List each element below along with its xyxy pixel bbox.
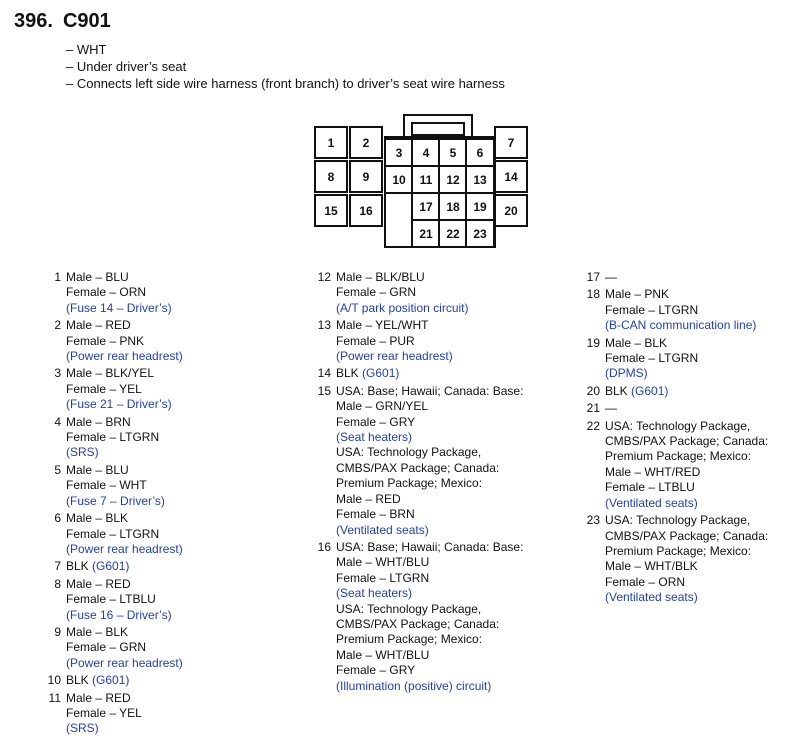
pin-line xyxy=(66,382,172,397)
pin-cell: 1 xyxy=(314,126,348,159)
ground-ref: (G601) xyxy=(631,383,669,398)
connector-details xyxy=(66,41,505,92)
pin-description xyxy=(66,577,172,623)
circuit-note: (Power rear headrest) xyxy=(336,349,453,364)
wire-color: Female – LTGRN xyxy=(336,570,430,585)
pin-list-column-3 xyxy=(581,270,768,608)
pin-line xyxy=(605,401,617,416)
pin-entry xyxy=(42,511,183,557)
wire-color: Male – BRN xyxy=(66,414,131,429)
pin-description xyxy=(66,415,159,461)
pin-entry xyxy=(42,691,183,737)
pin-number: 19 xyxy=(586,335,600,350)
pin-line xyxy=(336,648,523,663)
wire-color: USA: Technology Package, xyxy=(336,445,482,460)
pin-line xyxy=(336,555,523,570)
pin-line xyxy=(336,663,523,678)
pin-line xyxy=(336,415,523,430)
pin-line xyxy=(336,366,399,381)
pin-line xyxy=(66,625,183,640)
pin-line xyxy=(605,303,756,318)
pin-line xyxy=(336,430,523,445)
pin-line xyxy=(66,349,183,364)
pin-number: 21 xyxy=(586,401,600,416)
pin-line xyxy=(66,463,165,478)
pin-line xyxy=(336,461,523,476)
pin-cell: 19 xyxy=(465,192,495,221)
pin-description xyxy=(605,419,768,511)
pin-entry xyxy=(312,366,523,381)
circuit-note: (Seat heaters) xyxy=(336,586,413,601)
pin-entry xyxy=(42,577,183,623)
pin-cell: 17 xyxy=(411,192,441,221)
wire-color: Male – WHT/BLU xyxy=(336,555,430,570)
wire-color: Female – LTBLU xyxy=(66,592,156,607)
pin-line xyxy=(336,571,523,586)
ground-ref: (G601) xyxy=(92,673,130,688)
pin-cell: 13 xyxy=(465,165,495,194)
pin-cell: 4 xyxy=(411,138,441,167)
pin-line xyxy=(336,270,469,285)
wire-color: Female – GRN xyxy=(66,640,147,655)
pin-line xyxy=(66,445,159,460)
wire-color: Female – PUR xyxy=(336,333,415,348)
pin-number: 9 xyxy=(54,624,61,639)
pin-cell: 22 xyxy=(438,219,468,248)
pin-cell: 21 xyxy=(411,219,441,248)
pin-line xyxy=(336,507,523,522)
circuit-note: (Power rear headrest) xyxy=(66,349,183,364)
pin-number: 17 xyxy=(586,270,600,284)
pin-line xyxy=(336,602,523,617)
circuit-note: (Fuse 16 – Driver’s) xyxy=(66,607,172,622)
pin-line xyxy=(66,430,159,445)
wire-color: Male – RED xyxy=(336,491,401,506)
pin-line xyxy=(336,334,453,349)
pin-entry xyxy=(42,625,183,671)
wire-color: Male – RED xyxy=(66,690,131,705)
pin-description xyxy=(605,513,768,605)
pin-line xyxy=(66,511,183,526)
pin-line xyxy=(336,399,523,414)
pin-line xyxy=(605,496,768,511)
pin-line xyxy=(605,434,768,449)
connector-title xyxy=(14,10,111,33)
pin-entry xyxy=(581,513,768,605)
pin-line xyxy=(336,540,523,555)
circuit-note: (Fuse 7 – Driver’s) xyxy=(66,493,165,508)
pin-number: 2 xyxy=(54,318,61,333)
pin-description xyxy=(336,366,399,381)
circuit-note: (Ventilated seats) xyxy=(605,590,698,605)
pin-line xyxy=(66,318,183,333)
pin-line xyxy=(66,608,172,623)
wire-color: BLK xyxy=(66,559,89,574)
pin-entry xyxy=(42,270,183,316)
pin-description xyxy=(66,318,183,364)
pin-line xyxy=(66,691,142,706)
pin-description xyxy=(66,691,142,737)
wire-color: Female – LTGRN xyxy=(605,351,699,366)
pin-line xyxy=(66,656,183,671)
wire-color: Female – BRN xyxy=(336,507,415,522)
pin-line xyxy=(66,270,172,285)
pin-line xyxy=(66,527,183,542)
pin-line xyxy=(605,590,768,605)
wire-color: USA: Technology Package, xyxy=(605,513,751,528)
pin-entry xyxy=(581,384,768,399)
pin-line xyxy=(336,476,523,491)
circuit-note: (DPMS) xyxy=(605,366,648,381)
pin-number: 14 xyxy=(317,366,331,381)
pin-description xyxy=(336,540,523,694)
pin-number: 1 xyxy=(54,270,61,284)
wire-color: CMBS/PAX Package; Canada: xyxy=(605,528,769,543)
pin-description xyxy=(605,384,668,399)
pin-list-column-1 xyxy=(42,270,183,739)
pin-number: 11 xyxy=(48,690,61,705)
pin-line xyxy=(605,287,756,302)
pin-entry xyxy=(42,673,183,688)
wire-color: — xyxy=(605,270,617,284)
pin-line xyxy=(605,419,768,434)
wire-color: Male – BLU xyxy=(66,270,129,284)
pin-cell: 10 xyxy=(384,165,414,194)
pin-description xyxy=(336,318,453,364)
pin-line xyxy=(605,384,668,399)
pin-line xyxy=(66,415,159,430)
connector-face-diagram xyxy=(314,114,528,248)
pin-line xyxy=(66,592,172,607)
pin-line xyxy=(336,301,469,316)
pin-entry xyxy=(312,318,523,364)
pin-line xyxy=(66,721,142,736)
pin-line xyxy=(336,632,523,647)
wire-color: Male – RED xyxy=(66,576,131,591)
pin-line xyxy=(336,679,523,694)
pin-line xyxy=(66,542,183,557)
pin-number: 23 xyxy=(586,513,600,528)
circuit-note: (Seat heaters) xyxy=(336,430,413,445)
pin-entry xyxy=(312,270,523,316)
circuit-note: (Ventilated seats) xyxy=(605,495,698,510)
pin-line xyxy=(66,301,172,316)
wire-color: Female – YEL xyxy=(66,381,142,396)
pin-number: 5 xyxy=(54,462,61,477)
wire-color: Male – BLK/YEL xyxy=(66,366,155,381)
pin-line xyxy=(66,706,142,721)
pin-cell: 16 xyxy=(349,194,383,227)
connector-latch-inner xyxy=(411,122,465,136)
pin-cell: 7 xyxy=(494,126,528,159)
wire-color: Male – WHT/BLU xyxy=(336,647,430,662)
wire-color: CMBS/PAX Package; Canada: xyxy=(605,434,769,449)
pin-number: 13 xyxy=(317,318,331,333)
pin-entry xyxy=(42,415,183,461)
wire-color: Female – ORN xyxy=(66,285,147,300)
wire-color: Male – BLK xyxy=(66,511,129,526)
pin-number: 16 xyxy=(317,539,331,554)
pin-line xyxy=(605,366,698,381)
pin-line xyxy=(66,577,172,592)
pin-number: 7 xyxy=(54,559,61,574)
wire-color: Female – GRY xyxy=(336,663,416,678)
pin-line xyxy=(66,285,172,300)
wire-color: Female – YEL xyxy=(66,705,142,720)
pin-line xyxy=(66,366,172,381)
pin-entry xyxy=(581,401,768,416)
pin-number: 12 xyxy=(317,270,331,284)
pin-number: 10 xyxy=(47,673,61,688)
pin-line xyxy=(66,673,129,688)
pin-line xyxy=(605,544,768,559)
pin-entry xyxy=(42,559,183,574)
pin-list-column-2 xyxy=(312,270,523,696)
pin-line xyxy=(336,523,523,538)
pin-number: 20 xyxy=(586,383,600,398)
pin-line xyxy=(605,559,768,574)
wire-color: Male – WHT/BLK xyxy=(605,559,698,574)
pin-entry xyxy=(42,366,183,412)
pin-entry xyxy=(42,318,183,364)
wire-color: Male – PNK xyxy=(605,287,670,302)
circuit-note: (Ventilated seats) xyxy=(336,522,429,537)
wire-color: Male – BLK/BLU xyxy=(336,270,425,284)
pin-cell: 8 xyxy=(314,160,348,193)
pin-description xyxy=(605,287,756,333)
pin-line xyxy=(605,336,698,351)
wire-color: USA: Technology Package, xyxy=(605,418,751,433)
pin-cell: 15 xyxy=(314,194,348,227)
circuit-note: (Illumination (positive) circuit) xyxy=(336,678,492,693)
pin-entry xyxy=(312,540,523,694)
wire-color: Premium Package; Mexico: xyxy=(336,632,483,647)
pin-entry xyxy=(312,384,523,538)
pin-line xyxy=(605,449,768,464)
circuit-note: (SRS) xyxy=(66,445,99,460)
pin-description xyxy=(336,270,469,316)
pin-line xyxy=(605,575,768,590)
pin-line xyxy=(336,492,523,507)
pin-entry xyxy=(581,287,768,333)
pin-line xyxy=(605,529,768,544)
wire-color: Female – GRY xyxy=(336,414,416,429)
pin-entry xyxy=(581,270,768,285)
pin-line xyxy=(66,640,183,655)
wire-color: Male – WHT/RED xyxy=(605,464,701,479)
pin-cell: 9 xyxy=(349,160,383,193)
pin-number: 6 xyxy=(54,511,61,526)
pin-cell: 14 xyxy=(494,160,528,193)
wire-color: CMBS/PAX Package; Canada: xyxy=(336,616,500,631)
pin-line xyxy=(336,586,523,601)
pin-line xyxy=(66,334,183,349)
circuit-note: (B-CAN communication line) xyxy=(605,318,757,333)
wire-color: Female – LTGRN xyxy=(66,430,160,445)
wire-color: Female – ORN xyxy=(605,574,686,589)
pin-description xyxy=(336,384,523,538)
wire-color: Premium Package; Mexico: xyxy=(605,449,752,464)
pin-cell: 12 xyxy=(438,165,468,194)
wire-color: Female – PNK xyxy=(66,333,145,348)
wire-color: Male – BLK xyxy=(66,624,129,639)
pin-cell: 3 xyxy=(384,138,414,167)
pin-line xyxy=(336,349,453,364)
circuit-note: (Power rear headrest) xyxy=(66,655,183,670)
ground-ref: (G601) xyxy=(362,366,400,381)
pin-entry xyxy=(42,463,183,509)
pin-line xyxy=(336,445,523,460)
circuit-note: (Power rear headrest) xyxy=(66,541,183,556)
detail-line: – Connects left side wire harness (front branch) to driver’s seat wire harness xyxy=(66,76,505,91)
pin-number: 15 xyxy=(317,383,331,398)
wire-color: Female – WHT xyxy=(66,478,147,493)
ground-ref: (G601) xyxy=(92,559,130,574)
wire-color: Female – LTBLU xyxy=(605,480,695,495)
pin-number: 3 xyxy=(54,366,61,381)
pin-line xyxy=(605,480,768,495)
pin-cell: 5 xyxy=(438,138,468,167)
pin-description xyxy=(605,401,617,416)
section-number: 396. xyxy=(14,10,53,32)
pin-line xyxy=(605,318,756,333)
pin-cell: 20 xyxy=(494,194,528,227)
pin-cell: 2 xyxy=(349,126,383,159)
pin-cell: 11 xyxy=(411,165,441,194)
wire-color: Male – BLU xyxy=(66,462,129,477)
pin-description xyxy=(605,270,617,285)
pin-description xyxy=(66,463,165,509)
wire-color: CMBS/PAX Package; Canada: xyxy=(336,460,500,475)
pin-entry xyxy=(581,419,768,511)
pin-description xyxy=(66,270,172,316)
wire-color: USA: Base; Hawaii; Canada: Base: xyxy=(336,383,524,398)
pin-cell: 18 xyxy=(438,192,468,221)
wire-color: Male – YEL/WHT xyxy=(336,318,429,333)
wire-color: Male – BLK xyxy=(605,335,668,350)
wire-color: Premium Package; Mexico: xyxy=(605,543,752,558)
pin-line xyxy=(605,270,617,285)
wire-color: BLK xyxy=(336,366,359,381)
pin-description xyxy=(66,559,129,574)
pin-line xyxy=(605,465,768,480)
pin-line xyxy=(336,617,523,632)
wire-color: — xyxy=(605,401,617,416)
pin-line xyxy=(336,384,523,399)
wire-color: BLK xyxy=(66,673,89,688)
pin-line xyxy=(66,478,165,493)
pin-line xyxy=(66,559,129,574)
wire-color: Female – GRN xyxy=(336,285,417,300)
wire-color: Female – LTGRN xyxy=(605,302,699,317)
wire-color: Male – RED xyxy=(66,318,131,333)
pin-number: 8 xyxy=(54,576,61,591)
wire-color: BLK xyxy=(605,383,628,398)
pin-line xyxy=(66,397,172,412)
connector-id: C901 xyxy=(62,10,111,32)
pin-number: 22 xyxy=(586,418,600,433)
wire-color: Premium Package; Mexico: xyxy=(336,476,483,491)
pin-line xyxy=(605,351,698,366)
pin-line xyxy=(336,285,469,300)
wire-color: USA: Base; Hawaii; Canada: Base: xyxy=(336,539,524,554)
pin-description xyxy=(66,673,129,688)
pin-description xyxy=(605,336,698,382)
circuit-note: (Fuse 21 – Driver’s) xyxy=(66,397,172,412)
detail-line: – WHT xyxy=(66,42,107,57)
pin-cell: 6 xyxy=(465,138,495,167)
wire-color: Female – LTGRN xyxy=(66,526,160,541)
circuit-note: (SRS) xyxy=(66,721,99,736)
wire-color: USA: Technology Package, xyxy=(336,601,482,616)
detail-line: – Under driver’s seat xyxy=(66,59,187,74)
circuit-note: (Fuse 14 – Driver’s) xyxy=(66,300,172,315)
pin-entry xyxy=(581,336,768,382)
pin-cell: 23 xyxy=(465,219,495,248)
wire-color: Male – GRN/YEL xyxy=(336,399,429,414)
pin-line xyxy=(66,494,165,509)
pin-description xyxy=(66,366,172,412)
pin-line xyxy=(336,318,453,333)
pin-description xyxy=(66,511,183,557)
pin-number: 18 xyxy=(586,287,600,302)
pin-line xyxy=(605,513,768,528)
pin-number: 4 xyxy=(54,414,61,429)
circuit-note: (A/T park position circuit) xyxy=(336,300,469,315)
pin-description xyxy=(66,625,183,671)
